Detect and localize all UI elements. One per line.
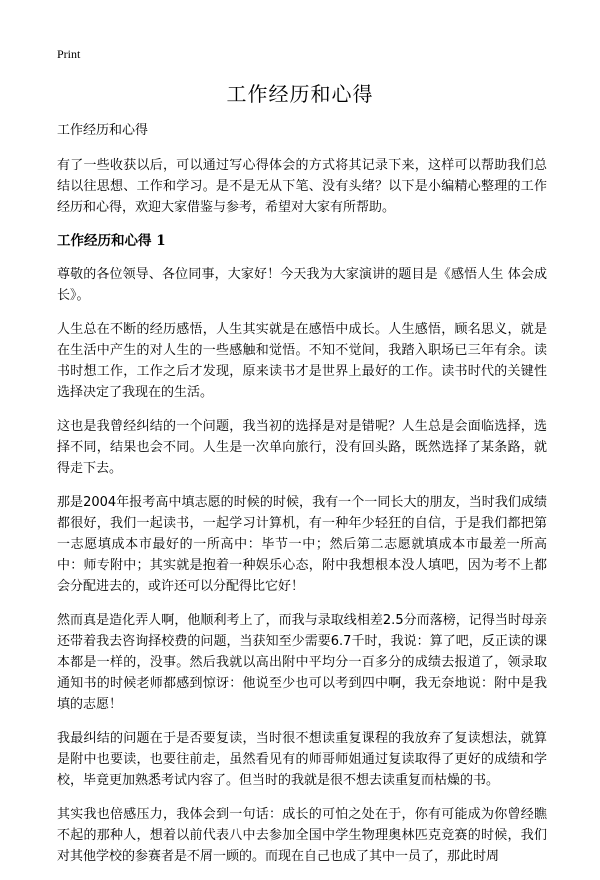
- paragraph: 其实我也倍感压力，我体会到一句话：成长的可怕之处在于，你有可能成为你曾经瞧不起的那种人，想着以前代表八中去参加全国中学生物理奥林匹克竞赛的时候，我们对其他学校的参赛者是不屑一顾的。而现在自己也成了其中一员了，那此时周: [57, 807, 547, 864]
- paragraph: 人生总在不断的经历感悟，人生其实就是在感悟中成长。人生感悟，顾名思义，就是在生活中产生的对人生的一些感触和觉悟。不知不觉间，我踏入职场已三年有余。读书时想工作，工作之后才发现，原来读书才是世界上最好的工作。读书时代的关键性选择决定了我现在的生活。: [57, 322, 547, 400]
- paragraph: 这也是我曾经纠结的一个问题，我当初的选择是对是错呢？人生总是会面临选择，选择不同，结果也会不同。人生是一次单向旅行，没有回头路，既然选择了某条路，就得走下去。: [57, 419, 547, 476]
- print-link[interactable]: Print: [57, 47, 81, 61]
- paragraph: 我最纠结的问题在于是否要复读，当时很不想读重复课程的我放弃了复读想法，就算是附中也要读，也要往前走，虽然看见有的师哥师姐通过复读取得了更好的成绩和学校，毕竟更加熟悉考试内容了。但当时的我就是很不想去读重复而枯燥的书。: [57, 731, 547, 788]
- document-body: [57, 120, 547, 880]
- document-title: 工作经历和心得: [226, 82, 374, 106]
- paragraph: 然而真是造化弄人啊，他顺利考上了，而我与录取线相差2.5分而落榜，记得当时母亲还带着我去咨询择校费的问题，当获知至少需要6.7千时，我说：算了吧，反正读的课本都是一样的，没事。然后我就以高出附中平均分一百多分的成绩去报道了，领录取通知书的时候老师都感到惊讶：他说至少也可以考到四中啊，我无奈地说：附中是我填的志愿！: [57, 613, 547, 712]
- section-heading: 工作经历和心得 1: [57, 233, 166, 249]
- paragraph: 尊敬的各位领导、各位同事，大家好！今天我为大家演讲的题目是《感悟人生 体会成长》。: [57, 267, 547, 303]
- intro-paragraph: 有了一些收获以后，可以通过写心得体会的方式将其记录下来，这样可以帮助我们总结以往思想、工作和学习。是不是无从下笔、没有头绪？以下是小编精心整理的工作经历和心得，欢迎大家借鉴与参考，希望对大家有所帮助。: [57, 158, 547, 215]
- paragraph: 那是2004年报考高中填志愿的时候的时候，我有一个一同长大的朋友，当时我们成绩都很好，我们一起读书，一起学习计算机，有一种年少轻狂的自信，于是我们都把第一志愿填成本市最好的一所高中：毕节一中；然后第二志愿就填成本市最差一所高中：师专附中；其实就是抱着一种娱乐心态，附中我想根本没人填吧，因为考不上都会分配进去的，或许还可以分配得比它好！: [57, 495, 547, 594]
- document-subtitle: 工作经历和心得: [57, 123, 149, 138]
